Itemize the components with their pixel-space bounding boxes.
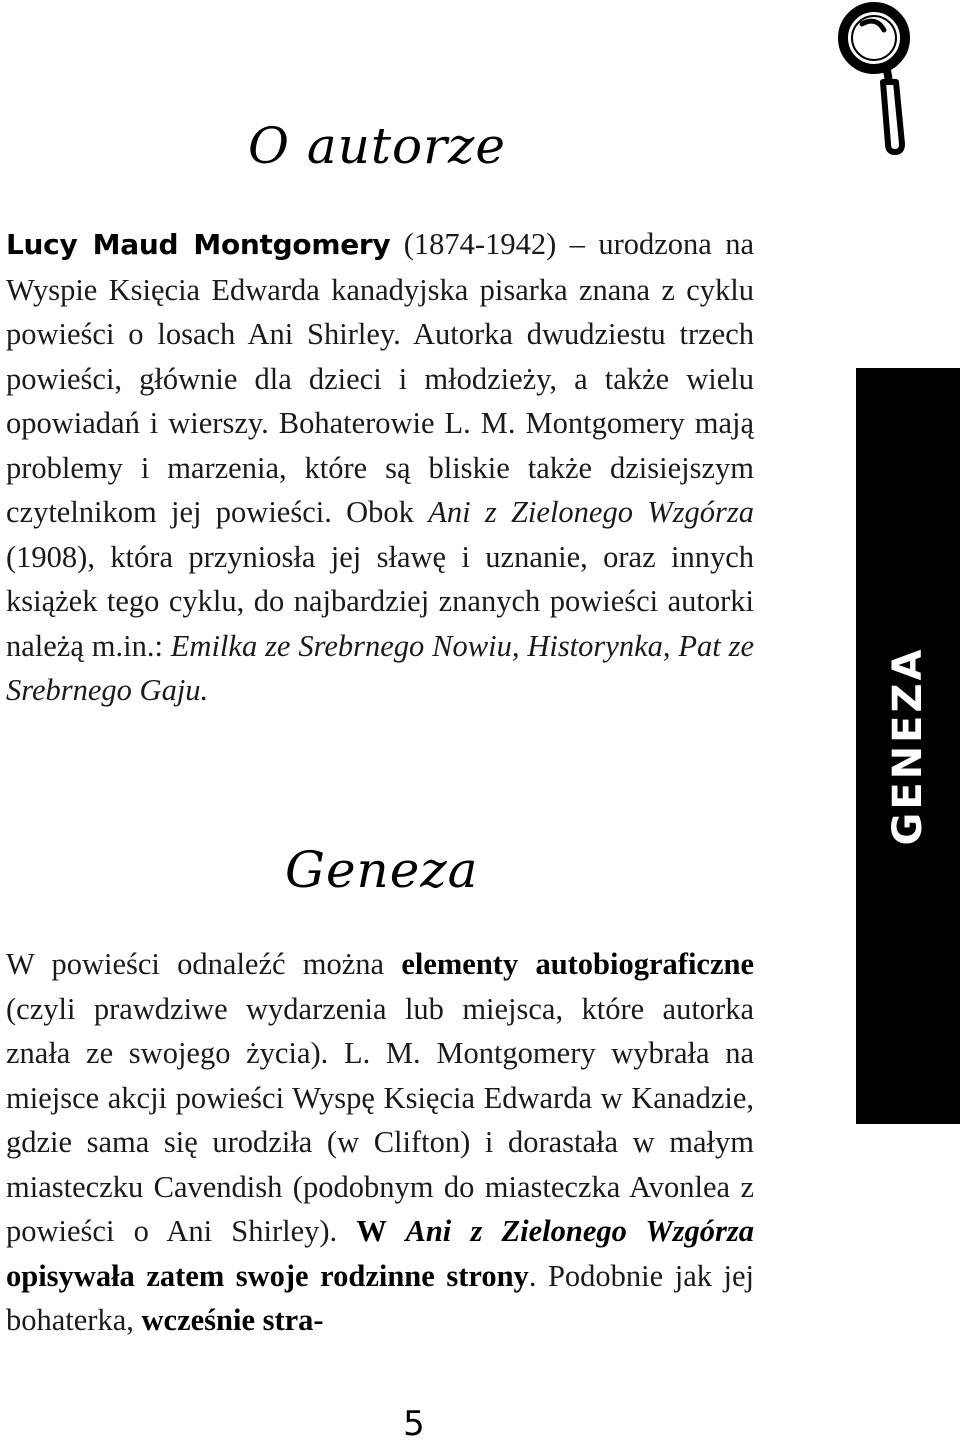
genesis-bold-1: elementy autobiograficzne (401, 947, 754, 981)
genesis-text-2: (czyli prawdziwe wydarzenia lub miejsca, które autorka znała ze swojego życia). L. M. Montgomery wybrała na miejsce akcji powieści Wyspę Księcia Edwarda w Kanadzie, gdzie sama się urodziła (w Clifton) i dorastała w małym miasteczku Cavendish (podobnym do miasteczka Avonlea z powieści o Ani Shirley). (6, 991, 754, 1248)
page-number: 5 (403, 1404, 425, 1444)
genesis-paragraph (6, 942, 754, 1343)
book-title-ania: Ani z Zielonego Wzgórza (428, 495, 754, 529)
genesis-bold-3: wcześnie stra- (141, 1303, 324, 1337)
book-separator-1: , (511, 628, 528, 663)
book-title-emilka: Emilka ze Srebrnego Nowiu (170, 628, 512, 663)
side-tab (856, 368, 960, 1124)
genesis-text-1: W powieści odnaleźć można (6, 947, 402, 981)
book-title-pat: Pat ze Srebrnego Gaju (6, 628, 754, 707)
book-title-historynka: Historynka (527, 628, 663, 663)
about-text-2: (1908), która przyniosła jej sławę i uznanie, oraz innych książek tego cyklu, do najbardziej znanych powieści autorki należą m.in.: (6, 539, 754, 663)
section-title-about: O autorze (248, 117, 506, 175)
genesis-book-title: Ani z Zielonego Wzgórza (405, 1214, 754, 1248)
magnifier-icon (832, 2, 932, 162)
section-title-genesis: Geneza (285, 841, 479, 899)
genesis-bold-2b: opisywała zatem swoje rodzinne strony (6, 1258, 529, 1293)
author-name: Lucy Maud Montgomery (6, 228, 391, 261)
about-text-1: (1874-1942) – urodzona na Wyspie Księcia Edwarda kanadyjska pisarka znana z cyklu powieści o losach Ani Shirley. Autorka dwudziestu trzech powieści, głównie dla dzieci i młodzieży, a także wielu opowiadań i wierszy. Bohaterowie L. M. Montgomery mają problemy i marzenia, które są bliskie także dzisiejszym czytelnikom jej powieści. Obok (6, 227, 754, 529)
about-end: . (200, 673, 209, 707)
about-paragraph (6, 222, 754, 713)
side-tab-label: GENEZA (885, 646, 931, 846)
genesis-text-3: . Podobnie jak jej bohaterka, (6, 1258, 754, 1337)
book-separator-2: , (662, 628, 679, 663)
genesis-bold-2a: W (356, 1214, 406, 1248)
